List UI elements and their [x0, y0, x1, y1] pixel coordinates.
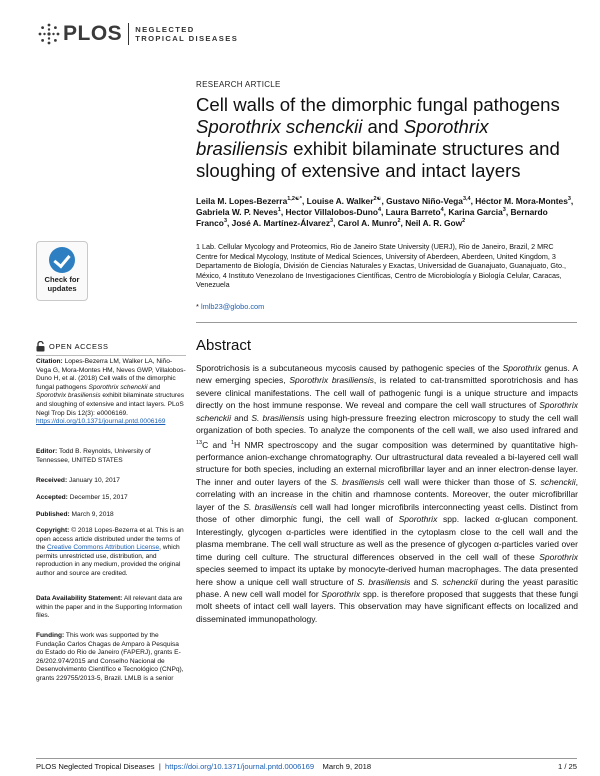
check-updates-label	[37, 275, 87, 293]
journal-name	[135, 25, 238, 43]
title-species: Sporothrix schenckii	[196, 116, 363, 137]
accepted-label: Accepted:	[36, 494, 68, 501]
author-separator: ,	[301, 196, 307, 206]
author-name[interactable]: Hector Villalobos-Duno	[285, 207, 378, 217]
footer-divider	[36, 758, 577, 759]
data-availability-text: All relevant data are within the paper and in the Supporting Information files.	[36, 595, 183, 620]
copyright-block	[36, 527, 186, 579]
received-date: January 10, 2017	[69, 477, 120, 484]
editor-text: Todd B. Reynolds, University of Tennessee, UNITED STATES	[36, 448, 151, 464]
author-name[interactable]: Laura Barreto	[385, 207, 441, 217]
author-separator: ,	[381, 196, 387, 206]
author-name[interactable]: Gustavo Niño-Vega	[386, 196, 463, 206]
corresponding-email[interactable]	[196, 302, 264, 311]
citation-label: Citation:	[36, 358, 63, 365]
author-separator: ,	[470, 196, 476, 206]
footer-doi-link[interactable]: https://doi.org/10.1371/journal.pntd.0006169	[165, 762, 315, 771]
author-name[interactable]: Carol A. Munro	[337, 218, 398, 228]
copyright-text: © 2018 Lopes-Bezerra et al. This is an open access article distributed under the terms of the	[36, 527, 184, 552]
author-affiliation-marker: 2	[397, 218, 401, 225]
open-access	[36, 340, 109, 352]
plos-dots-icon	[38, 23, 60, 45]
title-text: Cell walls of the dimorphic fungal pathogens	[196, 94, 560, 115]
logo-divider	[128, 23, 129, 45]
funding-block	[36, 632, 186, 684]
author-separator: ,	[400, 218, 406, 228]
journal-name-line1: NEGLECTED	[135, 25, 195, 34]
open-lock-icon	[36, 341, 45, 352]
author-separator: ,	[443, 207, 449, 217]
journal-name-line2: TROPICAL DISEASES	[135, 34, 239, 43]
citation-text: and	[147, 383, 161, 391]
citation-species: Sporothrix brasiliensis	[36, 392, 101, 400]
citation-block	[36, 358, 186, 427]
affiliation-item: 2 MRC Centre for Medical Mycology, Institute of Medical Sciences, University of Aberdeen, Aberdeen, United Kingdom,	[196, 242, 554, 261]
author-separator: ,	[381, 207, 386, 217]
data-availability-block	[36, 595, 186, 621]
citation-text: Lopes-Bezerra LM, Walker LA, Niño-Vega G, Mora-Montes HM, Neves GWP, Villalobos-Duno H, et al. (2018) Cell walls of the dimorphic fungal pathogens	[36, 358, 186, 391]
check-updates-badge[interactable]	[36, 241, 88, 301]
author-separator: ,	[570, 196, 574, 206]
author-affiliation-marker: 3,4	[462, 196, 471, 203]
author-affiliation-marker: 3	[223, 218, 227, 225]
published-block	[36, 511, 186, 520]
author-affiliation-marker: 1,2☯*	[287, 196, 302, 203]
author-affiliation-marker: 4	[377, 207, 382, 214]
accepted-block	[36, 494, 186, 503]
author-name[interactable]: Louise A. Walker	[306, 196, 374, 206]
editor-label: Editor:	[36, 448, 58, 455]
abstract-heading: Abstract	[196, 337, 252, 354]
copyright-text: , which permits unrestricted use, distribution, and reproduction in any medium, provided the original author and source are credited.	[36, 544, 181, 577]
check-icon	[49, 247, 75, 273]
author-affiliation-marker: 3	[330, 218, 334, 225]
published-label: Published:	[36, 511, 70, 518]
footer-journal: PLOS Neglected Tropical Diseases	[36, 762, 155, 771]
page-footer: PLOS Neglected Tropical Diseases | https://doi.org/10.1371/journal.pntd.0006169 March 9, 2018 1 / 25	[36, 762, 577, 771]
author-separator: ,	[227, 218, 232, 228]
sidebar-divider	[36, 355, 186, 356]
title-text: and	[362, 116, 404, 137]
accepted-date: December 15, 2017	[69, 494, 128, 501]
journal-logo[interactable]	[38, 22, 238, 46]
author-name[interactable]: Leila M. Lopes-Bezerra	[196, 196, 288, 206]
author-name[interactable]: Karina Garcia	[448, 207, 503, 217]
author-separator: ,	[505, 207, 511, 217]
funding-label: Funding:	[36, 632, 65, 639]
check-updates-line1: Check for	[44, 275, 80, 284]
funding-text: This work was supported by the Fundação Carlos Chagas de Amparo à Pesquisa do Estado do Rio de Janeiro (FAPERJ), grants E-26/202.974/2015 and Conselho Nacional de Desenvolvimento Científico e Tecnológico (CNPq), grants 229755/2013-5, Brazil. LMLB is a senior	[36, 632, 184, 682]
data-availability-label: Data Availability Statement:	[36, 595, 123, 602]
author-name[interactable]: Bernardo Franco	[196, 207, 548, 228]
license-link[interactable]: Creative Commons Attribution License	[47, 544, 160, 552]
title-species: Sporothrix brasiliensis	[196, 116, 489, 159]
citation-text: exhibit bilaminate structures and sloughing of extensive and intact layers. PLoS Negl Trop Dis 12(3): e0006169.	[36, 392, 185, 417]
author-name[interactable]: Neil A. R. Gow	[405, 218, 463, 228]
title-text: exhibit bilaminate structures and sloughing of extensive and intact layers	[196, 138, 560, 181]
author-affiliation-marker: 4	[440, 207, 444, 214]
author-list	[196, 196, 574, 229]
affiliation-item: 3 Departamento de Biología, División de Ciencias Naturales y Exactas, Universidad de Guanajuato, Guanajuato, Gto., México,	[196, 251, 566, 280]
citation-species: Sporothrix schenckii	[88, 383, 148, 391]
article-title	[196, 94, 576, 182]
author-separator: ,	[280, 207, 286, 217]
logo-wordmark: PLOS	[63, 22, 123, 45]
author-separator: ,	[333, 218, 338, 228]
abstract-body: Sporotrichosis is a subcutaneous mycosis caused by pathogenic species of the Sporothrix genus. A new emerging species, Sporothrix brasiliensis, is related to cat-transmitted sporotrichosis and has severe clinical manifestations. The cell wall of pathogenic fungi is a unique structure and impacts directly on the host immune response. We reveal and compare the cell wall structures of Sporothrix schenckii and S. brasiliensis using high-pressure freezing electron microscopy to study the cell wall organization of both species. To analyze the components of the cell wall, we also used infrared and $^{13}$C and $^1$H NMR spectroscopy and the sugar composition was determined by quantitative high-performance anion-exchange chromatography. Our ultrastructural data revealed a bi-layered cell wall structure for both species, including an external microfibrillar layer and an inner electron-dense layer. The inner and outer layers of the S. brasiliensis cell wall were thicker than those of S. schenckii, correlating with an increase in the chitin and rhamnose contents. Moreover, the outer microfibrillar layer of the S. brasiliensis cell wall had longer microfibrils interconnecting yeast cells. Distinct from those of other dimorphic fungi, the cell wall of Sporothrix spp. lacked α-glucan component. Interestingly, glycogen α-particles were identified in the cytoplasm close to the cell wall and the plasma membrane. The cell wall structure as well as the presence of glycogen α-particles varied over time during cell culture. The structural differences observed in the cell wall of these Sporothrix species seemed to impact its uptake by monocyte-derived human macrophages. The data presented here show a unique cell wall structure of S. brasiliensis and S. schenckii during the yeast parasitic phase. A new cell wall model for Sporothrix spp. is therefore proposed that suggests that these fungi molt sheets of intact cell wall layers. This observation may have significant effects on localized and disseminated immunopathology.	[196, 363, 579, 624]
email-link[interactable]: lmlb23@globo.com	[200, 302, 265, 311]
author-affiliation-marker: 3	[502, 207, 506, 214]
citation-doi-link[interactable]: https://doi.org/10.1371/journal.pntd.0006169	[36, 418, 166, 426]
check-updates-line2: updates	[47, 284, 77, 293]
affiliation-item: 4 Instituto Venezolano de Investigaciones Científicas, Centro de Microbiología y Biología Celular, Caracas, Venezuela	[196, 270, 562, 290]
received-block	[36, 477, 186, 486]
open-access-label: OPEN ACCESS	[49, 341, 109, 351]
affiliations	[196, 242, 574, 290]
copyright-label: Copyright:	[36, 527, 70, 534]
author-name[interactable]: Gabriela W. P. Neves	[196, 207, 278, 217]
published-date: March 9, 2018	[71, 511, 114, 518]
corresponding-star: *	[196, 302, 199, 311]
author-affiliation-marker: 3	[567, 196, 571, 203]
author-affiliation-marker: 2	[462, 218, 466, 225]
affiliation-item: 1 Lab. Cellular Mycology and Proteomics, Rio de Janeiro State University (UERJ), Rio de Janeiro, Brazil,	[196, 242, 530, 251]
author-affiliation-marker: 2☯	[373, 196, 382, 203]
editor-block	[36, 448, 186, 465]
article-type: RESEARCH ARTICLE	[196, 80, 281, 89]
page-number: 1 / 25	[558, 762, 577, 771]
author-name[interactable]: Héctor M. Mora-Montes	[475, 196, 568, 206]
header-divider	[196, 322, 577, 323]
author-name[interactable]: José A. Martínez-Álvarez	[231, 218, 331, 228]
author-affiliation-marker: 1	[277, 207, 281, 214]
received-label: Received:	[36, 477, 68, 484]
footer-date: March 9, 2018	[322, 762, 372, 771]
